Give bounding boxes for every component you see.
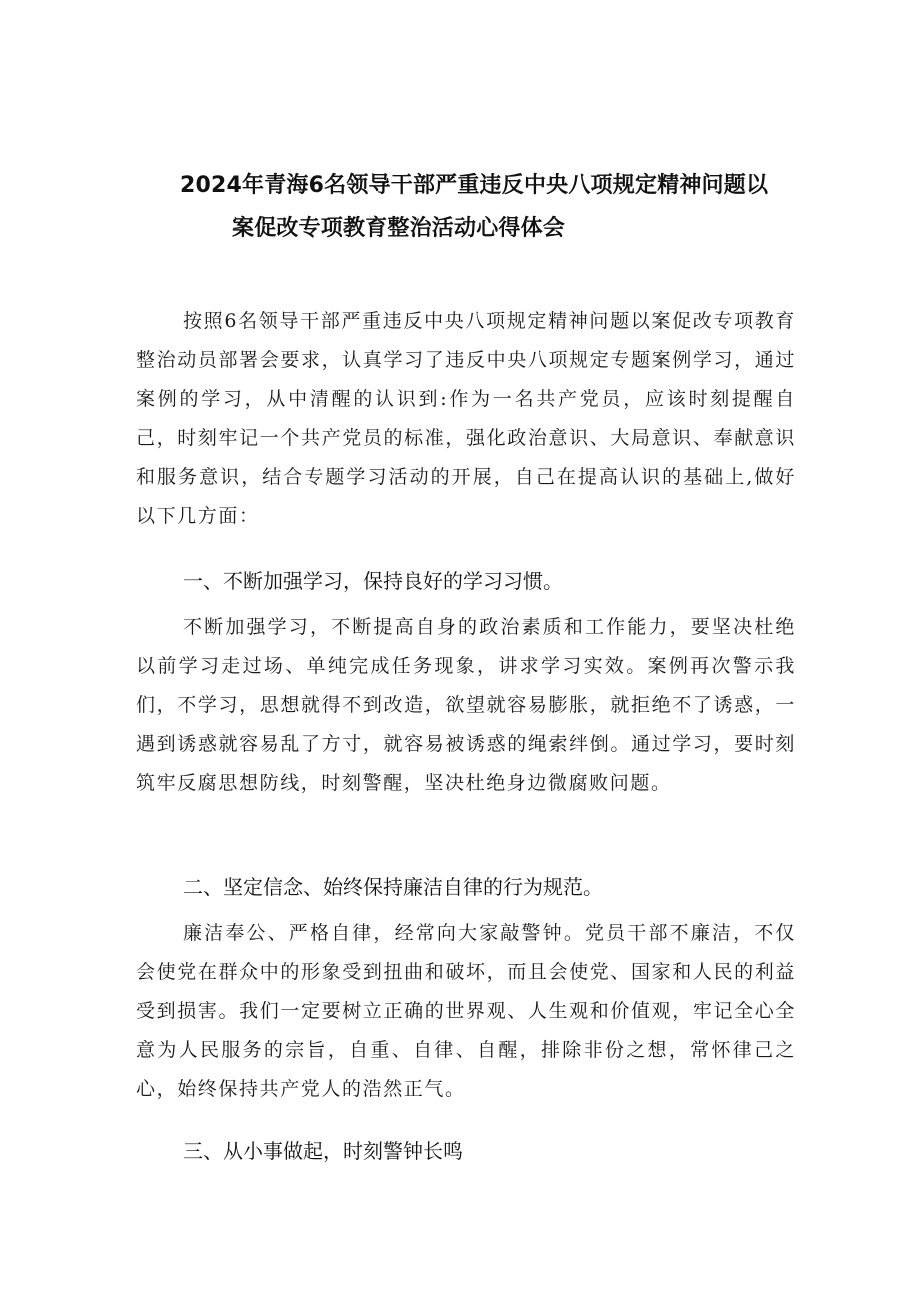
section-heading-3: 三、从小事做起，时刻警钟长鸣 xyxy=(183,1139,463,1163)
document-title-line-1: 2024年青海6名领导干部严重违反中央八项规定精神问题以 xyxy=(180,173,769,198)
intro-paragraph: 按照6名领导干部严重违反中央八项规定精神问题以案促改专项教育整治动员部署会要求，认真学习了违反中央八项规定专题案例学习，通过案例的学习，从中清醒的认识到:作为一名共产党员，应该时刻提醒自己，时刻牢记一个共产党员的标准，强化政治意识、大局意识、奉献意识和服务意识，结合专题学习活动的开展，自己在提高认识的基础上,做好以下几方面： xyxy=(136,310,796,527)
section-body-1: 不断加强学习，不断提高自身的政治素质和工作能力，要坚决杜绝以前学习走过场、单纯完成任务现象，讲求学习实效。案例再次警示我们，不学习，思想就得不到改造，欲望就容易膨胀，就拒绝不了诱惑，一遇到诱惑就容易乱了方寸，就容易被诱惑的绳索绊倒。通过学习，要时刻筑牢反腐思想防线，时刻警醒，坚决杜绝身边微腐败问题。 xyxy=(136,616,796,794)
section-heading-2: 二、坚定信念、始终保持廉洁自律的行为规范。 xyxy=(183,875,603,899)
section-heading-1: 一、不断加强学习，保持良好的学习习惯。 xyxy=(183,569,563,593)
document-title-line-2: 案促改专项教育整治活动心得体会 xyxy=(232,216,566,241)
section-body-2: 廉洁奉公、严格自律，经常向大家敲警钟。党员干部不廉洁，不仅会使党在群众中的形象受到扭曲和破坏，而且会使党、国家和人民的利益受到损害。我们一定要树立正确的世界观、人生观和价值观，牢记全心全意为人民服务的宗旨，自重、自律、自醒，排除非份之想，常怀律己之心，始终保持共产党人的浩然正气。 xyxy=(136,922,796,1100)
